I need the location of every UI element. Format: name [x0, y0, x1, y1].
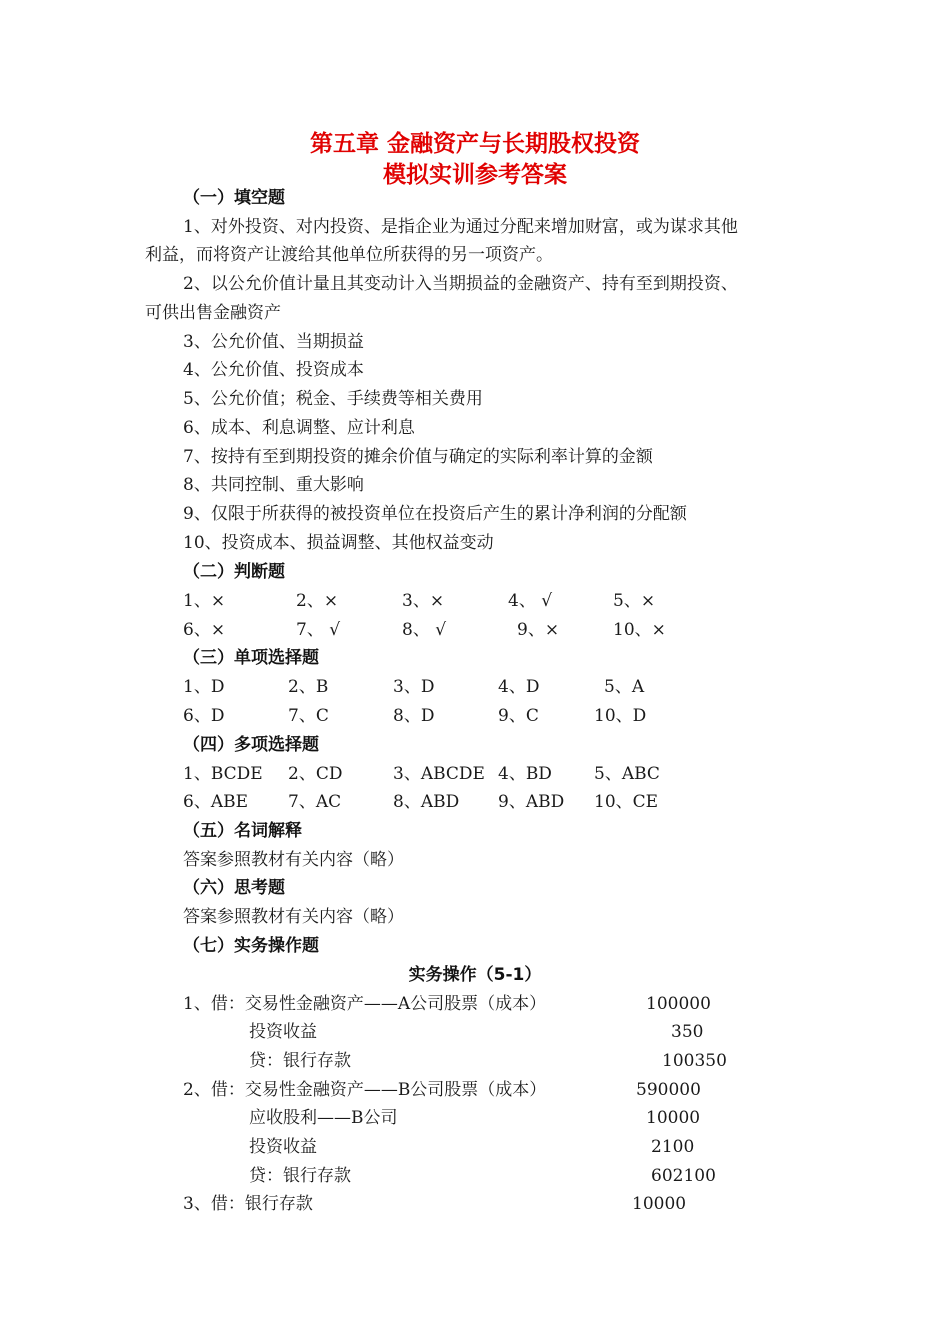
journal-entry-label: 应收股利——B公司	[249, 1108, 398, 1128]
single-answer: 5、A	[604, 677, 645, 697]
section-heading-judge: （二）判断题	[183, 562, 285, 582]
fill-answer-4: 4、公允价值、投资成本	[183, 360, 364, 380]
fill-answer-7: 7、按持有至到期投资的摊余价值与确定的实际利率计算的金额	[183, 447, 653, 467]
fill-answer-10: 10、投资成本、损益调整、其他权益变动	[183, 533, 494, 553]
journal-entry-amount: 590000	[636, 1080, 701, 1100]
fill-answer-8: 8、共同控制、重大影响	[183, 475, 364, 495]
judge-answer: 4、 √	[508, 591, 553, 611]
multi-answer: 3、ABCDE	[393, 764, 485, 784]
fill-answer-2b: 可供出售金融资产	[145, 303, 281, 323]
journal-entry-label: 投资收益	[249, 1137, 317, 1157]
fill-answer-2a: 2、以公允价值计量且其变动计入当期损益的金融资产、持有至到期投资、	[183, 274, 738, 294]
terms-answer: 答案参照教材有关内容（略）	[183, 850, 404, 870]
single-answer: 8、D	[393, 706, 435, 726]
journal-entry-amount: 602100	[651, 1166, 716, 1186]
section-heading-single: （三）单项选择题	[183, 648, 319, 668]
multi-answer: 8、ABD	[393, 792, 460, 812]
section-heading-practice: （七）实务操作题	[183, 936, 319, 956]
judge-answer: 7、 √	[296, 620, 341, 640]
single-answer: 6、D	[183, 706, 225, 726]
judge-answer: 8、 √	[402, 620, 447, 640]
document-subtitle: 模拟实训参考答案	[383, 162, 567, 188]
section-heading-multi: （四）多项选择题	[183, 735, 319, 755]
fill-answer-9: 9、仅限于所获得的被投资单位在投资后产生的累计净利润的分配额	[183, 504, 687, 524]
multi-answer: 2、CD	[288, 764, 343, 784]
journal-entry-amount: 100000	[646, 994, 711, 1014]
judge-answer: 9、×	[517, 620, 560, 640]
judge-answer: 10、×	[613, 620, 666, 640]
fill-answer-1b: 利益，而将资产让渡给其他单位所获得的另一项资产。	[145, 245, 553, 265]
judge-answer: 5、×	[613, 591, 656, 611]
journal-entry-label: 贷：银行存款	[249, 1166, 351, 1186]
multi-answer: 7、AC	[288, 792, 342, 812]
single-answer: 4、D	[498, 677, 540, 697]
journal-entry-label: 2、借：交易性金融资产——B公司股票（成本）	[183, 1080, 547, 1100]
multi-answer: 1、BCDE	[183, 764, 263, 784]
journal-entry-amount: 100350	[662, 1051, 727, 1071]
journal-entry-amount: 10000	[646, 1108, 701, 1128]
judge-answer: 2、×	[296, 591, 339, 611]
single-answer: 7、C	[288, 706, 329, 726]
single-answer: 1、D	[183, 677, 225, 697]
single-answer: 10、D	[594, 706, 647, 726]
journal-entry-label: 1、借：交易性金融资产——A公司股票（成本）	[183, 994, 547, 1014]
multi-answer: 9、ABD	[498, 792, 565, 812]
fill-answer-5: 5、公允价值；税金、手续费等相关费用	[183, 389, 483, 409]
journal-entry-label: 投资收益	[249, 1022, 317, 1042]
single-answer: 3、D	[393, 677, 435, 697]
judge-answer: 1、×	[183, 591, 226, 611]
single-answer: 9、C	[498, 706, 539, 726]
judge-answer: 6、×	[183, 620, 226, 640]
journal-entry-amount: 10000	[632, 1194, 687, 1214]
multi-answer: 5、ABC	[594, 764, 660, 784]
journal-entry-label: 3、借：银行存款	[183, 1194, 313, 1214]
journal-entry-label: 贷：银行存款	[249, 1051, 351, 1071]
journal-entry-amount: 2100	[651, 1137, 695, 1157]
practice-subtitle: 实务操作（5-1）	[408, 965, 542, 985]
document-title: 第五章 金融资产与长期股权投资	[309, 131, 640, 157]
multi-answer: 4、BD	[498, 764, 552, 784]
multi-answer: 10、CE	[594, 792, 659, 812]
think-answer: 答案参照教材有关内容（略）	[183, 907, 404, 927]
journal-entry-amount: 350	[671, 1022, 704, 1042]
section-heading-think: （六）思考题	[183, 878, 285, 898]
fill-answer-6: 6、成本、利息调整、应计利息	[183, 418, 415, 438]
multi-answer: 6、ABE	[183, 792, 248, 812]
fill-answer-1a: 1、对外投资、对内投资、是指企业为通过分配来增加财富，或为谋求其他	[183, 217, 738, 237]
single-answer: 2、B	[288, 677, 329, 697]
section-heading-terms: （五）名词解释	[183, 821, 302, 841]
section-heading-fill: （一）填空题	[183, 188, 285, 208]
judge-answer: 3、×	[402, 591, 445, 611]
fill-answer-3: 3、公允价值、当期损益	[183, 332, 364, 352]
